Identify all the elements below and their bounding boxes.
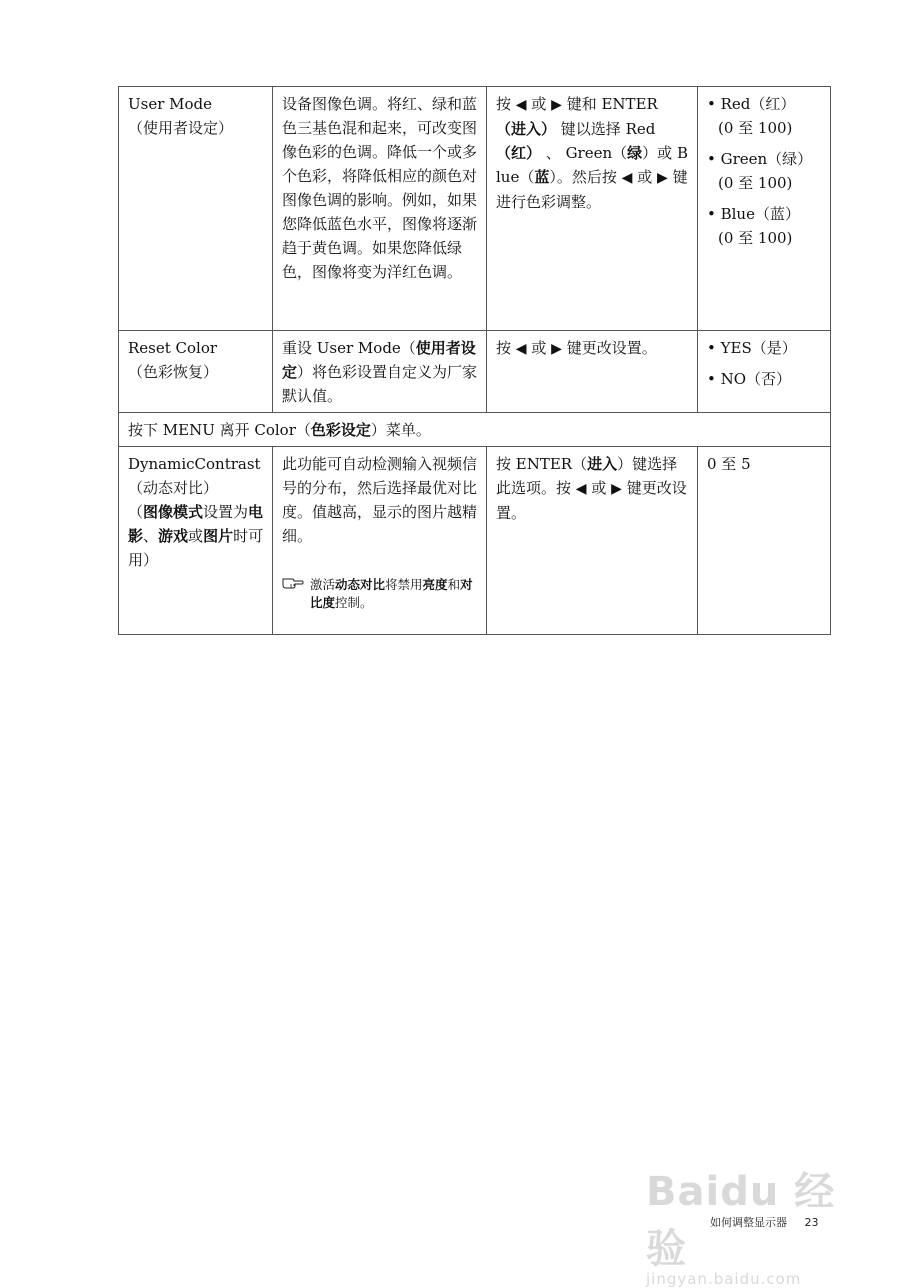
note-segment: 将禁用 [385, 577, 423, 592]
operation-text-bold: （红） [496, 144, 542, 162]
note [282, 576, 478, 612]
condition-text-bold: 电影 [128, 503, 264, 545]
page-number: 23 [804, 1216, 819, 1229]
note-segment-bold: 亮度 [422, 577, 448, 592]
option-label: • Blue（蓝） [707, 205, 800, 223]
operation-text: 或 [531, 95, 547, 113]
range-cell [698, 447, 831, 635]
option-range: (0 至 100) [718, 119, 793, 137]
operation-cell [487, 87, 698, 331]
operation-text: ）或 [642, 144, 673, 162]
left-arrow-icon: ◀ [621, 170, 633, 186]
operation-text: 按 [496, 339, 512, 357]
table-row-dynamic-contrast [119, 447, 831, 635]
description-text: ）将色彩设置自定义为厂家默认值。 [282, 363, 478, 405]
menu-exit-text-bold: 色彩设定 [310, 421, 371, 439]
item-description: 此功能可自动检测输入视频信号的分布，然后选择最优对比度。值越高，显示的图片越精细。 [282, 455, 478, 545]
full-width-cell [119, 413, 831, 447]
description-cell [273, 447, 487, 635]
condition-text-bold: 图像模式 [143, 503, 204, 521]
item-name: Reset Color [128, 339, 218, 357]
footer-title: 如何调整显示器 [710, 1216, 787, 1229]
operation-text: Blue（ [496, 144, 688, 186]
operation-text: 键进行色彩调整。 [496, 168, 688, 211]
condition-text: （ [128, 503, 144, 521]
condition-text-bold: 图片 [203, 527, 234, 545]
range-value: 0 至 5 [707, 455, 751, 473]
option-no: • NO（否） [707, 370, 792, 388]
operation-text: 或 [531, 339, 547, 357]
operation-text: 键更改设置。 [496, 479, 687, 522]
table-row-menu-exit [119, 413, 831, 447]
note-segment: 激活 [310, 577, 336, 592]
option-red [707, 92, 822, 140]
operation-cell [487, 331, 698, 413]
option-range: (0 至 100) [718, 174, 793, 192]
operation-text-bold: 蓝 [534, 168, 550, 186]
operation-cell [487, 447, 698, 635]
baidu-watermark [646, 1160, 866, 1288]
description-cell [273, 87, 487, 331]
right-arrow-icon: ▶ [611, 481, 622, 497]
right-arrow-icon: ▶ [551, 341, 562, 357]
description-text-bold: 使用者设定 [282, 339, 476, 381]
item-name-sub: （色彩恢复） [128, 363, 219, 381]
option-label: • Red（红） [707, 95, 796, 113]
table-row-user-mode [119, 87, 831, 331]
condition-text: 设置为 [203, 503, 249, 521]
condition-text-bold: 游戏 [158, 527, 189, 545]
right-arrow-icon: ▶ [657, 170, 668, 186]
note-segment-bold: 动态对比 [335, 577, 386, 592]
option-label: • Green（绿） [707, 150, 813, 168]
operation-text: 键和 ENTER [566, 95, 658, 113]
option-blue [707, 202, 822, 250]
operation-text: 键更改设置。 [566, 339, 657, 357]
note-segment-bold: 对比度 [310, 577, 473, 610]
pointing-hand-icon [282, 576, 310, 612]
item-description: 设备图像色调。将红、绿和蓝色三基色混和起来，可改变图像色彩的色调。降低一个或多个色彩，将降低相应的颜色对图像色调的影响。例如，如果您降低蓝色水平，图像将逐渐趋于黄色调。如果您降低绿色，图像将变为洋红色调。 [282, 95, 478, 281]
operation-text-bold: 绿 [627, 144, 643, 162]
item-name-sub: （动态对比） [128, 479, 219, 497]
description-cell [273, 331, 487, 413]
note-segment: 控制。 [335, 595, 373, 610]
operation-text: 按 [496, 95, 512, 113]
description-text: 重设 User Mode（ [282, 339, 416, 357]
item-name: User Mode [128, 95, 213, 113]
operation-text: 、 Green（ [545, 144, 628, 162]
option-range: (0 至 100) [718, 229, 793, 247]
note-text [310, 576, 478, 612]
item-name: DynamicContrast [128, 455, 261, 473]
range-cell [698, 87, 831, 331]
option-green [707, 147, 822, 195]
availability-condition [128, 500, 264, 572]
left-arrow-icon: ◀ [515, 341, 527, 357]
operation-text: 或 [637, 168, 653, 186]
condition-text: 或 [188, 527, 204, 545]
condition-text: 、 [143, 527, 159, 545]
operation-text-bold: （进入） [496, 120, 557, 138]
operation-text-bold: 进入 [587, 455, 618, 473]
menu-exit-text: ）菜单。 [370, 421, 431, 439]
table-row-reset-color [119, 331, 831, 413]
menu-exit-text: 按下 MENU 离开 Color（ [128, 421, 311, 439]
operation-text: 键以选择 Red [560, 120, 656, 138]
condition-text: 时可用） [128, 527, 264, 569]
item-cell [119, 87, 273, 331]
item-name-sub: （使用者设定） [128, 119, 234, 137]
option-yes: • YES（是） [707, 339, 797, 357]
watermark-logo: Baidu 经验 [646, 1169, 836, 1272]
item-cell [119, 331, 273, 413]
operation-text: ）键选择此选项。按 [496, 455, 678, 497]
watermark-url: jingyan.baidu.com [646, 1270, 802, 1288]
left-arrow-icon: ◀ [575, 481, 587, 497]
operation-text: ）。然后按 [549, 168, 617, 186]
operation-text: 或 [591, 479, 607, 497]
operation-text: 按 ENTER（ [496, 455, 588, 473]
item-cell [119, 447, 273, 635]
left-arrow-icon: ◀ [515, 97, 527, 113]
settings-table [118, 86, 831, 635]
range-cell [698, 331, 831, 413]
note-segment: 和 [447, 577, 461, 592]
right-arrow-icon: ▶ [551, 97, 562, 113]
page-footer [710, 1214, 819, 1230]
